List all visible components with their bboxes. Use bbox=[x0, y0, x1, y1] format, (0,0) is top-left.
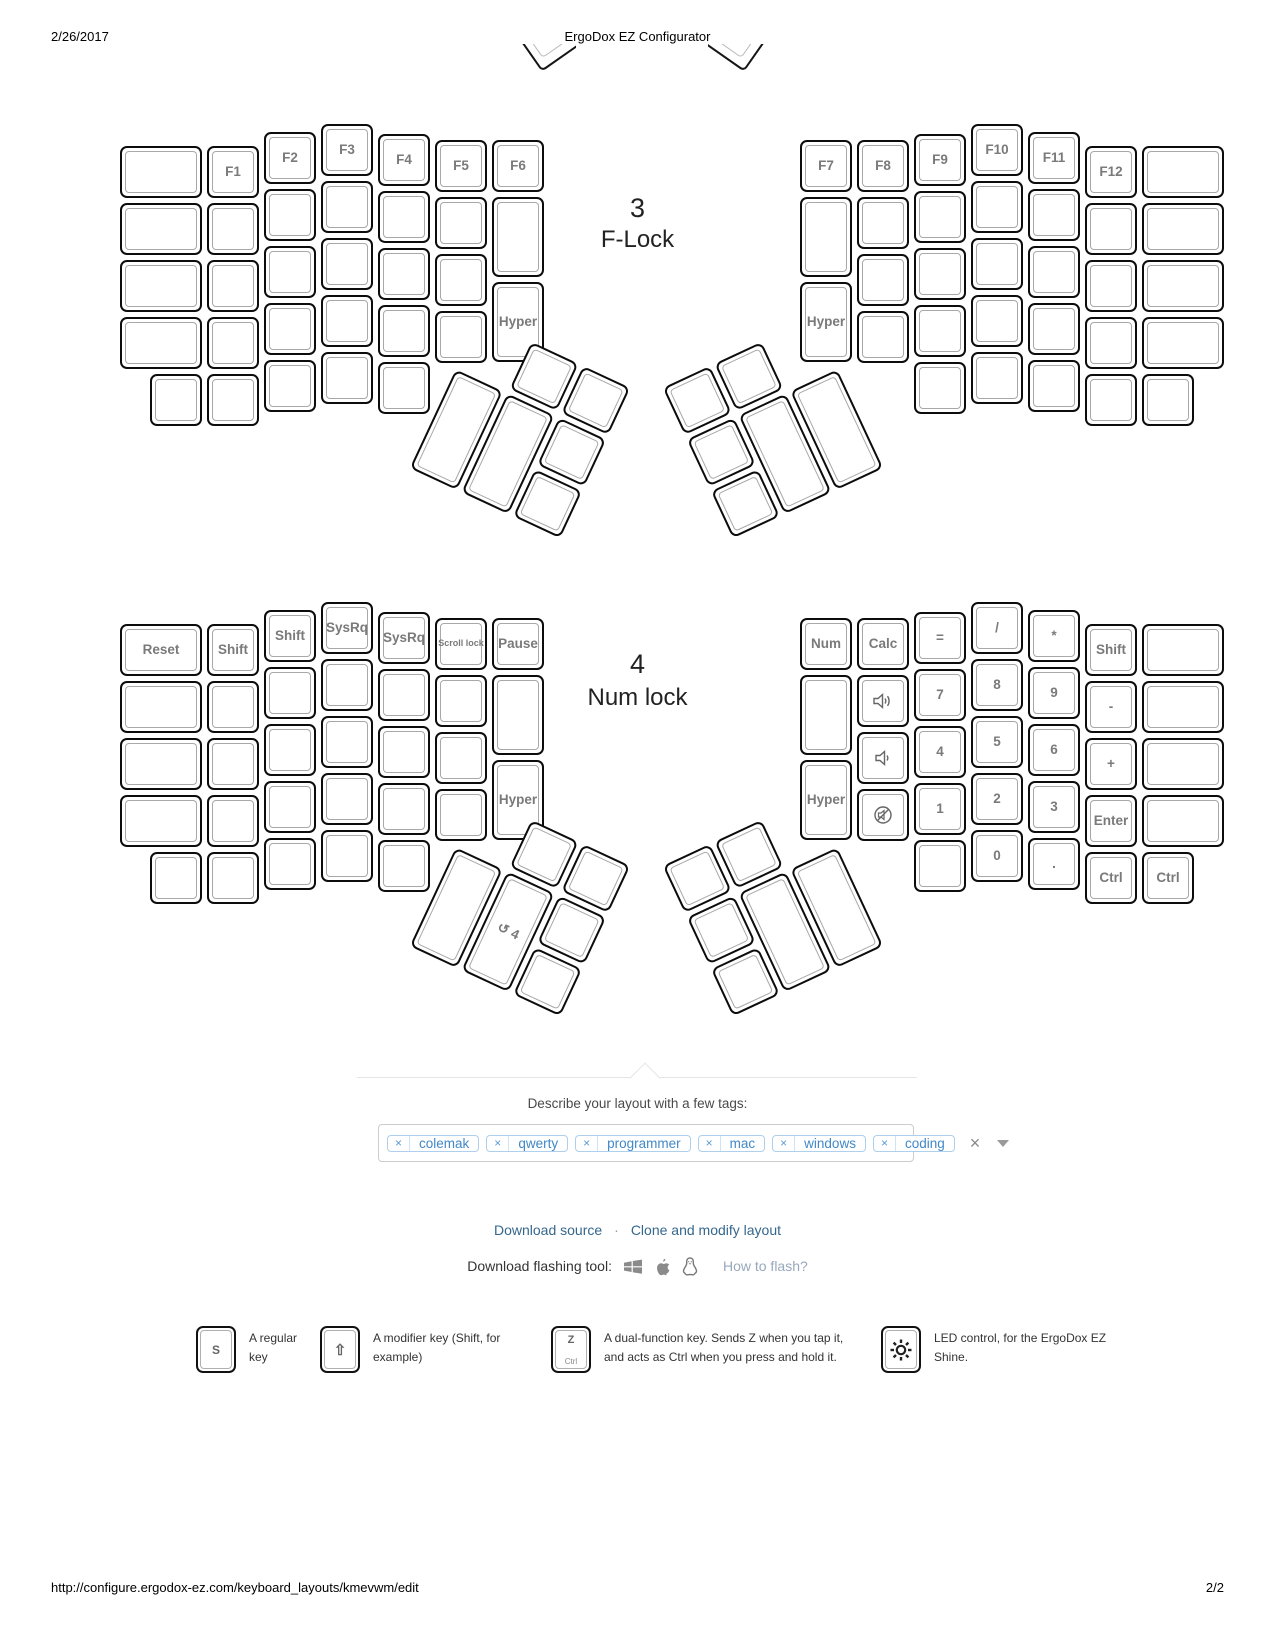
key[interactable] bbox=[120, 260, 202, 312]
legend-item bbox=[320, 1326, 500, 1367]
key[interactable] bbox=[207, 146, 259, 198]
key[interactable] bbox=[800, 140, 852, 192]
key-label: 8 bbox=[993, 676, 1001, 692]
tag[interactable] bbox=[873, 1135, 955, 1152]
key[interactable] bbox=[378, 669, 430, 721]
key[interactable] bbox=[207, 317, 259, 369]
key[interactable] bbox=[264, 838, 316, 890]
key-label: Hyper bbox=[498, 791, 538, 807]
key[interactable] bbox=[971, 181, 1023, 233]
led-icon bbox=[889, 1338, 913, 1362]
key[interactable] bbox=[914, 726, 966, 778]
print-date: 2/26/2017 bbox=[51, 29, 109, 44]
key[interactable] bbox=[857, 732, 909, 784]
key[interactable] bbox=[1085, 260, 1137, 312]
key[interactable] bbox=[207, 738, 259, 790]
key[interactable] bbox=[492, 140, 544, 192]
key[interactable] bbox=[207, 681, 259, 733]
mute-icon bbox=[873, 805, 893, 825]
key[interactable] bbox=[120, 795, 202, 847]
legend-item bbox=[196, 1326, 297, 1367]
footer-page-number: 2/2 bbox=[1205, 1580, 1224, 1595]
tag-label: mac bbox=[729, 1135, 756, 1151]
key[interactable] bbox=[1028, 781, 1080, 833]
legend-key-tap-label: Z bbox=[567, 1334, 575, 1346]
key[interactable] bbox=[321, 773, 373, 825]
key[interactable] bbox=[1028, 724, 1080, 776]
key[interactable] bbox=[1142, 795, 1224, 847]
tags-clear-icon[interactable]: × bbox=[969, 1133, 981, 1153]
key[interactable] bbox=[321, 602, 373, 654]
key[interactable] bbox=[321, 716, 373, 768]
key-label: Calc bbox=[868, 635, 898, 651]
key[interactable] bbox=[378, 191, 430, 243]
key-label: + bbox=[1107, 755, 1115, 771]
key-label: F3 bbox=[339, 141, 355, 157]
key-label: 7 bbox=[936, 686, 944, 702]
tag-remove-icon[interactable]: × bbox=[699, 1136, 721, 1151]
key[interactable] bbox=[971, 295, 1023, 347]
key-label: 6 bbox=[1050, 741, 1058, 757]
legend-text: LED control, for the ErgoDox EZ Shine. bbox=[934, 1331, 1107, 1364]
key-label: F5 bbox=[453, 157, 469, 173]
key-label: 5 bbox=[993, 733, 1001, 749]
key-icon-holder bbox=[859, 791, 907, 839]
key[interactable] bbox=[1028, 246, 1080, 298]
key[interactable] bbox=[264, 189, 316, 241]
key-label: Hyper bbox=[498, 313, 538, 329]
key[interactable] bbox=[914, 840, 966, 892]
key[interactable] bbox=[207, 203, 259, 255]
key[interactable] bbox=[1142, 146, 1224, 198]
key[interactable] bbox=[492, 197, 544, 277]
key[interactable] bbox=[1028, 303, 1080, 355]
key[interactable] bbox=[1142, 260, 1224, 312]
link-separator: · bbox=[614, 1222, 619, 1238]
key[interactable] bbox=[378, 726, 430, 778]
key-label: - bbox=[1108, 698, 1114, 714]
apple-icon[interactable] bbox=[654, 1256, 671, 1276]
key-label: . bbox=[1052, 855, 1056, 871]
tag-label: programmer bbox=[607, 1135, 681, 1151]
key[interactable] bbox=[321, 659, 373, 711]
key[interactable] bbox=[971, 124, 1023, 176]
key[interactable] bbox=[120, 738, 202, 790]
windows-icon[interactable] bbox=[623, 1258, 643, 1275]
legend-item bbox=[881, 1326, 1106, 1367]
key[interactable] bbox=[435, 197, 487, 249]
tags-input[interactable] bbox=[378, 1124, 981, 1162]
tag-remove-icon[interactable]: × bbox=[388, 1136, 410, 1151]
key[interactable] bbox=[857, 254, 909, 306]
tag[interactable] bbox=[698, 1135, 766, 1152]
key-label: = bbox=[936, 629, 944, 645]
key-label: ↺ 4 bbox=[494, 919, 522, 943]
legend-key-hold-label: Ctrl bbox=[564, 1357, 578, 1366]
key[interactable] bbox=[857, 311, 909, 363]
key[interactable] bbox=[914, 612, 966, 664]
key-label: F11 bbox=[1042, 149, 1066, 165]
key[interactable] bbox=[914, 191, 966, 243]
key[interactable] bbox=[800, 197, 852, 277]
tag[interactable] bbox=[387, 1135, 479, 1152]
key[interactable] bbox=[1085, 681, 1137, 733]
divider-chevron-up-icon bbox=[629, 1062, 660, 1093]
key[interactable] bbox=[1028, 838, 1080, 890]
cutoff-key-tip-right bbox=[708, 44, 766, 78]
legend-key-label: ⇧ bbox=[333, 1341, 347, 1359]
key[interactable] bbox=[914, 669, 966, 721]
volume-down-icon bbox=[872, 749, 894, 767]
key[interactable] bbox=[1028, 189, 1080, 241]
legend-text: A dual-function key. Sends Z when you tap it, and acts as Ctrl when you press and hold it. bbox=[604, 1331, 844, 1364]
key-label: F2 bbox=[282, 149, 298, 165]
key-label: Shift bbox=[218, 641, 248, 657]
legend-key-label: S bbox=[211, 1342, 220, 1357]
key[interactable] bbox=[207, 795, 259, 847]
key[interactable] bbox=[857, 618, 909, 670]
key[interactable] bbox=[264, 724, 316, 776]
key[interactable] bbox=[1085, 317, 1137, 369]
key[interactable] bbox=[1085, 374, 1137, 426]
legend-key bbox=[196, 1326, 236, 1373]
layer3-number: 3 bbox=[629, 193, 646, 223]
key[interactable] bbox=[264, 610, 316, 662]
key-legend bbox=[0, 1326, 1275, 1386]
tag-remove-icon[interactable]: × bbox=[773, 1136, 795, 1151]
key-label: F1 bbox=[225, 163, 241, 179]
key-label: Enter bbox=[1093, 812, 1129, 828]
key[interactable] bbox=[150, 852, 202, 904]
cutoff-key-tip-left bbox=[518, 44, 576, 78]
key[interactable] bbox=[1085, 624, 1137, 676]
key[interactable] bbox=[321, 238, 373, 290]
key[interactable] bbox=[321, 124, 373, 176]
key[interactable] bbox=[800, 675, 852, 755]
tag-label: colemak bbox=[419, 1135, 470, 1151]
key[interactable] bbox=[150, 374, 202, 426]
key[interactable] bbox=[435, 254, 487, 306]
key-label: F12 bbox=[1099, 163, 1123, 179]
key[interactable] bbox=[914, 134, 966, 186]
key-label: F6 bbox=[510, 157, 526, 173]
key[interactable] bbox=[492, 618, 544, 670]
key[interactable] bbox=[914, 783, 966, 835]
key[interactable] bbox=[1142, 738, 1224, 790]
download-source-link[interactable]: Download source bbox=[493, 1222, 603, 1238]
key-label: F7 bbox=[818, 157, 834, 173]
key[interactable] bbox=[1142, 624, 1224, 676]
key[interactable] bbox=[1142, 317, 1224, 369]
key[interactable] bbox=[971, 773, 1023, 825]
key[interactable] bbox=[264, 781, 316, 833]
key[interactable] bbox=[971, 830, 1023, 882]
key[interactable] bbox=[1142, 203, 1224, 255]
key[interactable] bbox=[321, 181, 373, 233]
key[interactable] bbox=[857, 197, 909, 249]
key-icon-holder bbox=[859, 734, 907, 782]
key[interactable] bbox=[378, 248, 430, 300]
key[interactable] bbox=[1085, 795, 1137, 847]
key[interactable] bbox=[971, 716, 1023, 768]
key[interactable] bbox=[378, 840, 430, 892]
key-label: Ctrl bbox=[1156, 869, 1180, 885]
key[interactable] bbox=[378, 362, 430, 414]
key[interactable] bbox=[264, 303, 316, 355]
key[interactable] bbox=[971, 659, 1023, 711]
legend-key bbox=[881, 1326, 921, 1373]
tag[interactable] bbox=[772, 1135, 866, 1152]
page-title: ErgoDox EZ Configurator bbox=[564, 29, 711, 44]
key-label: Scroll lock bbox=[438, 638, 484, 649]
key-label: Ctrl bbox=[1099, 869, 1123, 885]
key-icon-holder bbox=[859, 677, 907, 725]
key-label: 2 bbox=[993, 790, 1001, 806]
key[interactable] bbox=[378, 134, 430, 186]
key[interactable] bbox=[1028, 667, 1080, 719]
key[interactable] bbox=[971, 602, 1023, 654]
key[interactable] bbox=[1142, 681, 1224, 733]
key[interactable] bbox=[207, 624, 259, 676]
key-label: Hyper bbox=[806, 791, 846, 807]
footer-url: http://configure.ergodox-ez.com/keyboard_layouts/kmevwm/edit bbox=[51, 1580, 419, 1595]
key[interactable] bbox=[914, 248, 966, 300]
volume-up-icon bbox=[872, 692, 894, 710]
key[interactable] bbox=[378, 612, 430, 664]
key-label: F9 bbox=[932, 151, 948, 167]
key[interactable] bbox=[321, 830, 373, 882]
key[interactable] bbox=[1085, 738, 1137, 790]
key[interactable] bbox=[914, 305, 966, 357]
legend-key bbox=[551, 1326, 591, 1373]
key[interactable] bbox=[207, 260, 259, 312]
tag[interactable] bbox=[575, 1135, 691, 1152]
key-label: 9 bbox=[1050, 684, 1058, 700]
key[interactable] bbox=[207, 852, 259, 904]
legend-item bbox=[551, 1326, 843, 1367]
key[interactable] bbox=[971, 238, 1023, 290]
key-label: F8 bbox=[875, 157, 891, 173]
layer3-name: F-Lock bbox=[600, 226, 675, 253]
key[interactable] bbox=[321, 295, 373, 347]
key[interactable] bbox=[120, 681, 202, 733]
key-label: Num bbox=[811, 635, 841, 651]
key-label: * bbox=[1051, 627, 1057, 643]
tag-remove-icon[interactable]: × bbox=[487, 1136, 509, 1151]
tag-label: coding bbox=[904, 1135, 945, 1151]
key[interactable] bbox=[800, 618, 852, 670]
key[interactable] bbox=[1028, 360, 1080, 412]
key[interactable] bbox=[1085, 852, 1137, 904]
tag-label: qwerty bbox=[518, 1135, 559, 1151]
key-label: SysRq bbox=[325, 619, 369, 635]
key[interactable] bbox=[1085, 203, 1137, 255]
layer4-name: Num lock bbox=[587, 684, 688, 711]
key-label: Shift bbox=[1096, 641, 1126, 657]
key-label: 1 bbox=[936, 800, 944, 816]
key[interactable] bbox=[321, 352, 373, 404]
tags-prompt: Describe your layout with a few tags: bbox=[527, 1096, 748, 1111]
key[interactable] bbox=[1142, 852, 1194, 904]
key[interactable] bbox=[120, 624, 202, 676]
key[interactable] bbox=[378, 305, 430, 357]
key-label: / bbox=[995, 619, 999, 635]
legend-text: A regular key bbox=[249, 1331, 298, 1364]
key[interactable] bbox=[1028, 610, 1080, 662]
key-label: Hyper bbox=[806, 313, 846, 329]
tag-remove-icon[interactable]: × bbox=[874, 1136, 896, 1151]
tag[interactable] bbox=[486, 1135, 568, 1152]
key[interactable] bbox=[120, 203, 202, 255]
clone-layout-link[interactable]: Clone and modify layout bbox=[630, 1222, 782, 1238]
key[interactable] bbox=[264, 360, 316, 412]
key-label: Shift bbox=[275, 627, 305, 643]
tags-dropdown-caret-icon[interactable] bbox=[997, 1140, 1009, 1147]
key-label: Reset bbox=[142, 641, 180, 657]
key[interactable] bbox=[120, 146, 202, 198]
key[interactable] bbox=[1028, 132, 1080, 184]
legend-text: A modifier key (Shift, for example) bbox=[373, 1331, 501, 1364]
key[interactable] bbox=[120, 317, 202, 369]
tag-label: windows bbox=[804, 1135, 856, 1151]
key[interactable] bbox=[492, 675, 544, 755]
tag-remove-icon[interactable]: × bbox=[576, 1136, 598, 1151]
key[interactable] bbox=[264, 667, 316, 719]
key[interactable] bbox=[207, 374, 259, 426]
key[interactable] bbox=[857, 789, 909, 841]
key-label: 4 bbox=[936, 743, 944, 759]
key-label: F10 bbox=[985, 141, 1009, 157]
key[interactable] bbox=[378, 783, 430, 835]
key[interactable] bbox=[1142, 374, 1194, 426]
tag-list bbox=[387, 1135, 955, 1152]
key[interactable] bbox=[435, 732, 487, 784]
legend-key bbox=[320, 1326, 360, 1373]
key[interactable] bbox=[857, 140, 909, 192]
key-label: 3 bbox=[1050, 798, 1058, 814]
key-label: Pause bbox=[498, 635, 538, 651]
key[interactable] bbox=[435, 140, 487, 192]
key-label: 0 bbox=[993, 847, 1001, 863]
key[interactable] bbox=[914, 362, 966, 414]
key-label: SysRq bbox=[382, 629, 426, 645]
key[interactable] bbox=[1085, 146, 1137, 198]
key-label: F4 bbox=[396, 151, 412, 167]
key[interactable] bbox=[971, 352, 1023, 404]
legend-key-icon bbox=[883, 1328, 919, 1371]
key[interactable] bbox=[264, 132, 316, 184]
linux-icon[interactable] bbox=[682, 1257, 698, 1276]
key[interactable] bbox=[857, 675, 909, 727]
flashing-tool-label: Download flashing tool: bbox=[467, 1258, 612, 1274]
layer4-number: 4 bbox=[629, 649, 646, 679]
key[interactable] bbox=[435, 618, 487, 670]
key[interactable] bbox=[435, 675, 487, 727]
key[interactable] bbox=[264, 246, 316, 298]
how-to-flash-link[interactable]: How to flash? bbox=[722, 1258, 808, 1274]
